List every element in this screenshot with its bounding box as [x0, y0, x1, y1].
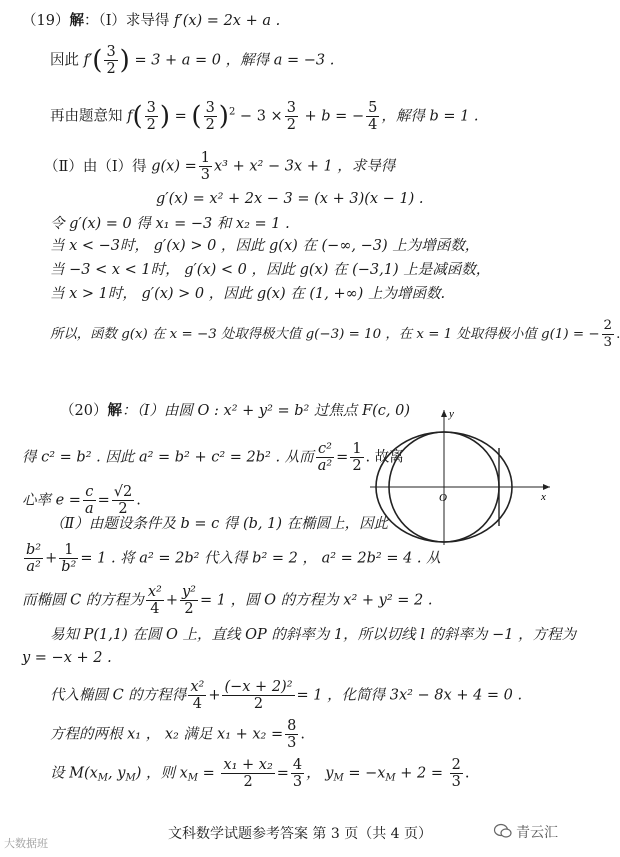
den: a — [84, 501, 94, 517]
p20-l11-f: + 2 = — [395, 765, 448, 782]
den: 2 — [253, 696, 264, 712]
num: x₁ + x₂ — [223, 757, 273, 773]
p19-line-2 — [50, 44, 334, 77]
sub-m: M — [97, 772, 109, 784]
den: a² — [317, 458, 333, 474]
num: c² — [316, 441, 334, 458]
num: 3 — [106, 44, 116, 60]
den: 3 — [292, 774, 303, 790]
num: 8 — [287, 718, 297, 734]
p20-label: （20） — [60, 403, 108, 419]
x-label: x — [541, 491, 546, 503]
p20-line-10: 方程的两根 x₁ ， x₂ 满足 x₁ + x₂ = $\frac{8}{3}$ . — [50, 718, 305, 751]
num: 2 — [451, 757, 461, 773]
p20-l9-post: = 1 ，化简得 3x² − 8x + 4 = 0 . — [296, 687, 523, 704]
p19-line-8 — [50, 260, 490, 280]
p20-l1: ：（Ⅰ）由圆 O : x² + y² = b² 过焦点 F(c, 0) — [121, 403, 411, 419]
frac-2-3b — [450, 757, 463, 790]
p20-line-5: $\frac{\text{b²}}{\text{a²}}$ + $\frac{1}{\text{b²}}$ = 1 . 将 a² = 2b² 代入得 b² = 2 ， a² = 2b² = 4 . 从 — [26, 542, 441, 575]
frac-2-3 — [602, 318, 615, 351]
p19-l8: 当 −3 < x < 1时， g′(x) < 0 ，因此 g(x) 在 (−3,1) 上是减函数， — [50, 262, 491, 278]
p19-l10-pre: 所以，函数 g(x) 在 x = −3 处取得极大值 g(−3) = 10 ，在 x = 1 处取得极小值 g(1) = − — [50, 327, 600, 342]
den: 4 — [150, 601, 160, 617]
den: 2 — [118, 501, 128, 517]
p20-l8: y = −x + 2 . — [22, 650, 112, 666]
num: 4 — [292, 757, 303, 773]
p19-line-4: （Ⅱ）由（Ⅰ）得 g(x) = $\frac{1}{3}$ x³ + x² − 3x + 1 ，求导得 — [44, 150, 396, 183]
den: b² — [61, 559, 77, 575]
p19-l4-mid: x³ + x² − 3x + 1 ，求导得 — [213, 158, 396, 175]
frac-4-3 — [291, 757, 304, 790]
num: 1 — [200, 150, 210, 166]
frac-sqrt2-2 — [112, 484, 134, 517]
den: 2 — [243, 774, 253, 790]
p19-line-10 — [50, 318, 620, 351]
p20-l10-pre: 方程的两根 x₁ ， x₂ 满足 x₁ + x₂ = — [50, 726, 284, 743]
p20-l6-pre: 而椭圆 C 的方程为 — [22, 592, 144, 609]
num: 2 — [603, 318, 613, 333]
den: 2 — [184, 601, 194, 617]
p19-label: （19） — [22, 13, 70, 29]
p20-line-1 — [60, 401, 410, 421]
p20-l11-eq: = — [198, 765, 220, 782]
p19-derivative: f′(x) = 2x + a . — [174, 13, 281, 29]
den: 2 — [106, 61, 116, 77]
y-label: y — [449, 408, 454, 420]
p20-l4: （Ⅱ）由题设条件及 b = c 得 (b, 1) 在椭圆上，因此 — [50, 516, 389, 532]
num: 3 — [205, 100, 215, 116]
p20-l11-d: ， y — [306, 765, 334, 782]
p19-l3-pre: 再由题意知 — [50, 108, 123, 125]
frac-c-a — [83, 484, 96, 517]
p19-l2-pre: 因此 — [50, 52, 79, 69]
p19-line-3: 再由题意知 f( $\frac{3}{2}$ ) = ( $\frac{3}{2}$ )$^2$ − 3 × $\frac{3}{2}$ + b = − $\frac{5}{4}$ ，解得 b = 1 . — [50, 100, 479, 133]
p19-line-5 — [156, 189, 424, 209]
frac-8-3 — [285, 718, 298, 751]
frac-1-3 — [199, 150, 212, 183]
p19-l4-pre: （Ⅱ）由（Ⅰ）得 — [44, 158, 147, 175]
p19-line-9 — [50, 284, 445, 304]
frac-b2-a2 — [24, 542, 43, 575]
den: 3 — [200, 167, 210, 183]
watermark-right: 青云汇 — [516, 825, 558, 841]
p19-l10-post: . — [616, 327, 620, 342]
p20-l2-post: . 故离 — [365, 449, 404, 466]
frac-c2-a2 — [316, 441, 334, 474]
num: √2 — [113, 484, 133, 500]
p20-solve: 解 — [107, 402, 122, 419]
frac — [204, 100, 217, 133]
num: y² — [181, 584, 196, 600]
den: 2 — [205, 117, 215, 133]
p19-line-1 — [22, 11, 280, 31]
num: b² — [26, 542, 42, 558]
p20-l11-a: 设 M(x — [50, 765, 98, 782]
p19-solve: 解 — [69, 12, 84, 29]
p19-l3-post: ，解得 b = 1 . — [381, 108, 479, 125]
p20-line-3: 心率 e = $\frac{c}{a}$ = $\frac{√2}{2}$ . — [22, 484, 141, 517]
p20-line-2: 得 c² = b² . 因此 a² = b² + c² = 2b² . 从而 $\frac{\text{c²}}{\text{a²}}$ = $\frac{1}{2}$ . 故离 — [22, 441, 404, 474]
p19-part1: ：（Ⅰ）求导得 — [83, 13, 170, 29]
p19-gprime: g′(x) = x² + 2x − 3 = (x + 3)(x − 1) . — [156, 191, 424, 207]
p19-line-6 — [50, 214, 290, 234]
p20-line-9: 代入椭圆 C 的方程得 $\frac{\text{x²}}{4}$ + $\frac{\text{(−x + 2)²}}{2}$ = 1 ，化简得 3x² − 8x + 4 = 0 . — [50, 679, 523, 712]
paren: ) — [159, 101, 171, 132]
num: x² — [190, 679, 205, 695]
p19-l6: 令 g′(x) = 0 得 x₁ = −3 和 x₂ = 1 . — [50, 216, 290, 232]
p19-line-7 — [50, 236, 479, 256]
frac-negx2-2 — [222, 679, 294, 712]
sub-m: M — [385, 772, 396, 784]
p20-line-6: 而椭圆 C 的方程为 $\frac{\text{x²}}{4}$ + $\frac{\text{y²}}{2}$ = 1 ，圆 O 的方程为 x² + y² = 2 . — [22, 584, 433, 617]
den: a² — [26, 559, 41, 575]
paren: ( — [132, 101, 143, 132]
y-axis-arrow — [441, 410, 447, 417]
frac-x1x2-2 — [221, 757, 274, 790]
den: 2 — [146, 117, 156, 133]
den: 2 — [352, 458, 362, 474]
frac — [366, 100, 379, 133]
den: 3 — [451, 774, 461, 790]
ellipse-circle-figure — [360, 400, 565, 550]
sub-m: M — [333, 772, 344, 784]
f: f — [127, 108, 133, 125]
p20-line-8 — [22, 648, 112, 668]
num: c — [83, 484, 96, 501]
den: 2 — [286, 117, 296, 133]
num: 1 — [352, 441, 362, 457]
p20-l3-pre: 心率 e = — [22, 492, 81, 509]
num: 3 — [146, 100, 156, 116]
p20-l11-e: = −x — [343, 765, 386, 782]
num: 5 — [368, 100, 378, 116]
paren: ( — [191, 101, 202, 132]
p19-fprime: f′ — [83, 52, 93, 69]
den: 3 — [287, 735, 297, 751]
den: 4 — [192, 696, 202, 712]
p20-line-7 — [50, 625, 576, 645]
den: 3 — [603, 335, 613, 350]
p19-l2-post: = 3 + a = 0 ，解得 a = −3 . — [134, 52, 335, 69]
p19-l7: 当 x < −3时， g′(x) > 0 ，因此 g(x) 在 (−∞, −3) 上为增函数， — [50, 238, 480, 254]
frac-3-2 — [104, 44, 117, 77]
p20-l9-pre: 代入椭圆 C 的方程得 — [50, 687, 187, 704]
p20-l2-pre: 得 c² = b² . 因此 a² = b² + c² = 2b² . 从而 — [22, 449, 314, 466]
p20-line-4 — [50, 514, 388, 534]
num: x² — [147, 584, 162, 600]
den: 4 — [368, 117, 378, 133]
p20-l11-b: , y — [108, 765, 126, 782]
frac-x2-4 — [146, 584, 164, 617]
p20-l5-post: = 1 . 将 a² = 2b² 代入得 b² = 2 ， a² = 2b² = 4 . 从 — [80, 550, 441, 567]
sub-m: M — [187, 772, 199, 784]
paren: ) — [119, 45, 130, 76]
wechat-icon — [494, 823, 512, 839]
sub-m: M — [125, 772, 136, 784]
frac — [285, 100, 298, 133]
watermark-left: 大数据班 — [4, 837, 48, 850]
p20-line-11: 设 $M(x_M$, $y_M$) ，则 $x_M$ = $\frac{\text{x₁ + x₂}}{2}$ = $\frac{4}{3}$ ， $y_M = -x_M + 2$ = $\frac{2}{3}$ . — [50, 757, 470, 790]
frac-y2-2 — [180, 584, 198, 617]
p20-l6-post: = 1 ，圆 O 的方程为 x² + y² = 2 . — [199, 592, 433, 609]
num: 1 — [59, 542, 78, 559]
origin-label: O — [439, 492, 447, 504]
p20-l7: 易知 P(1,1) 在圆 O 上，直线 OP 的斜率为 1，所以切线 l 的斜率为 −1 ，方程为 — [50, 627, 577, 643]
frac-1-b2 — [59, 542, 78, 575]
frac-x2-4b — [188, 679, 206, 712]
frac — [145, 100, 158, 133]
num: 3 — [286, 100, 296, 116]
p20-l11-c: ) ，则 x — [135, 765, 188, 782]
p19-l9: 当 x > 1时， g′(x) > 0 ，因此 g(x) 在 (1, +∞) 上为增函数. — [50, 286, 446, 302]
paren: ) — [218, 101, 229, 132]
page-footer: 文科数学试题参考答案 第 3 页（共 4 页） — [167, 826, 433, 842]
x-axis-arrow — [543, 484, 550, 490]
paren: ( — [92, 45, 103, 76]
num: (−x + 2)² — [224, 679, 293, 695]
